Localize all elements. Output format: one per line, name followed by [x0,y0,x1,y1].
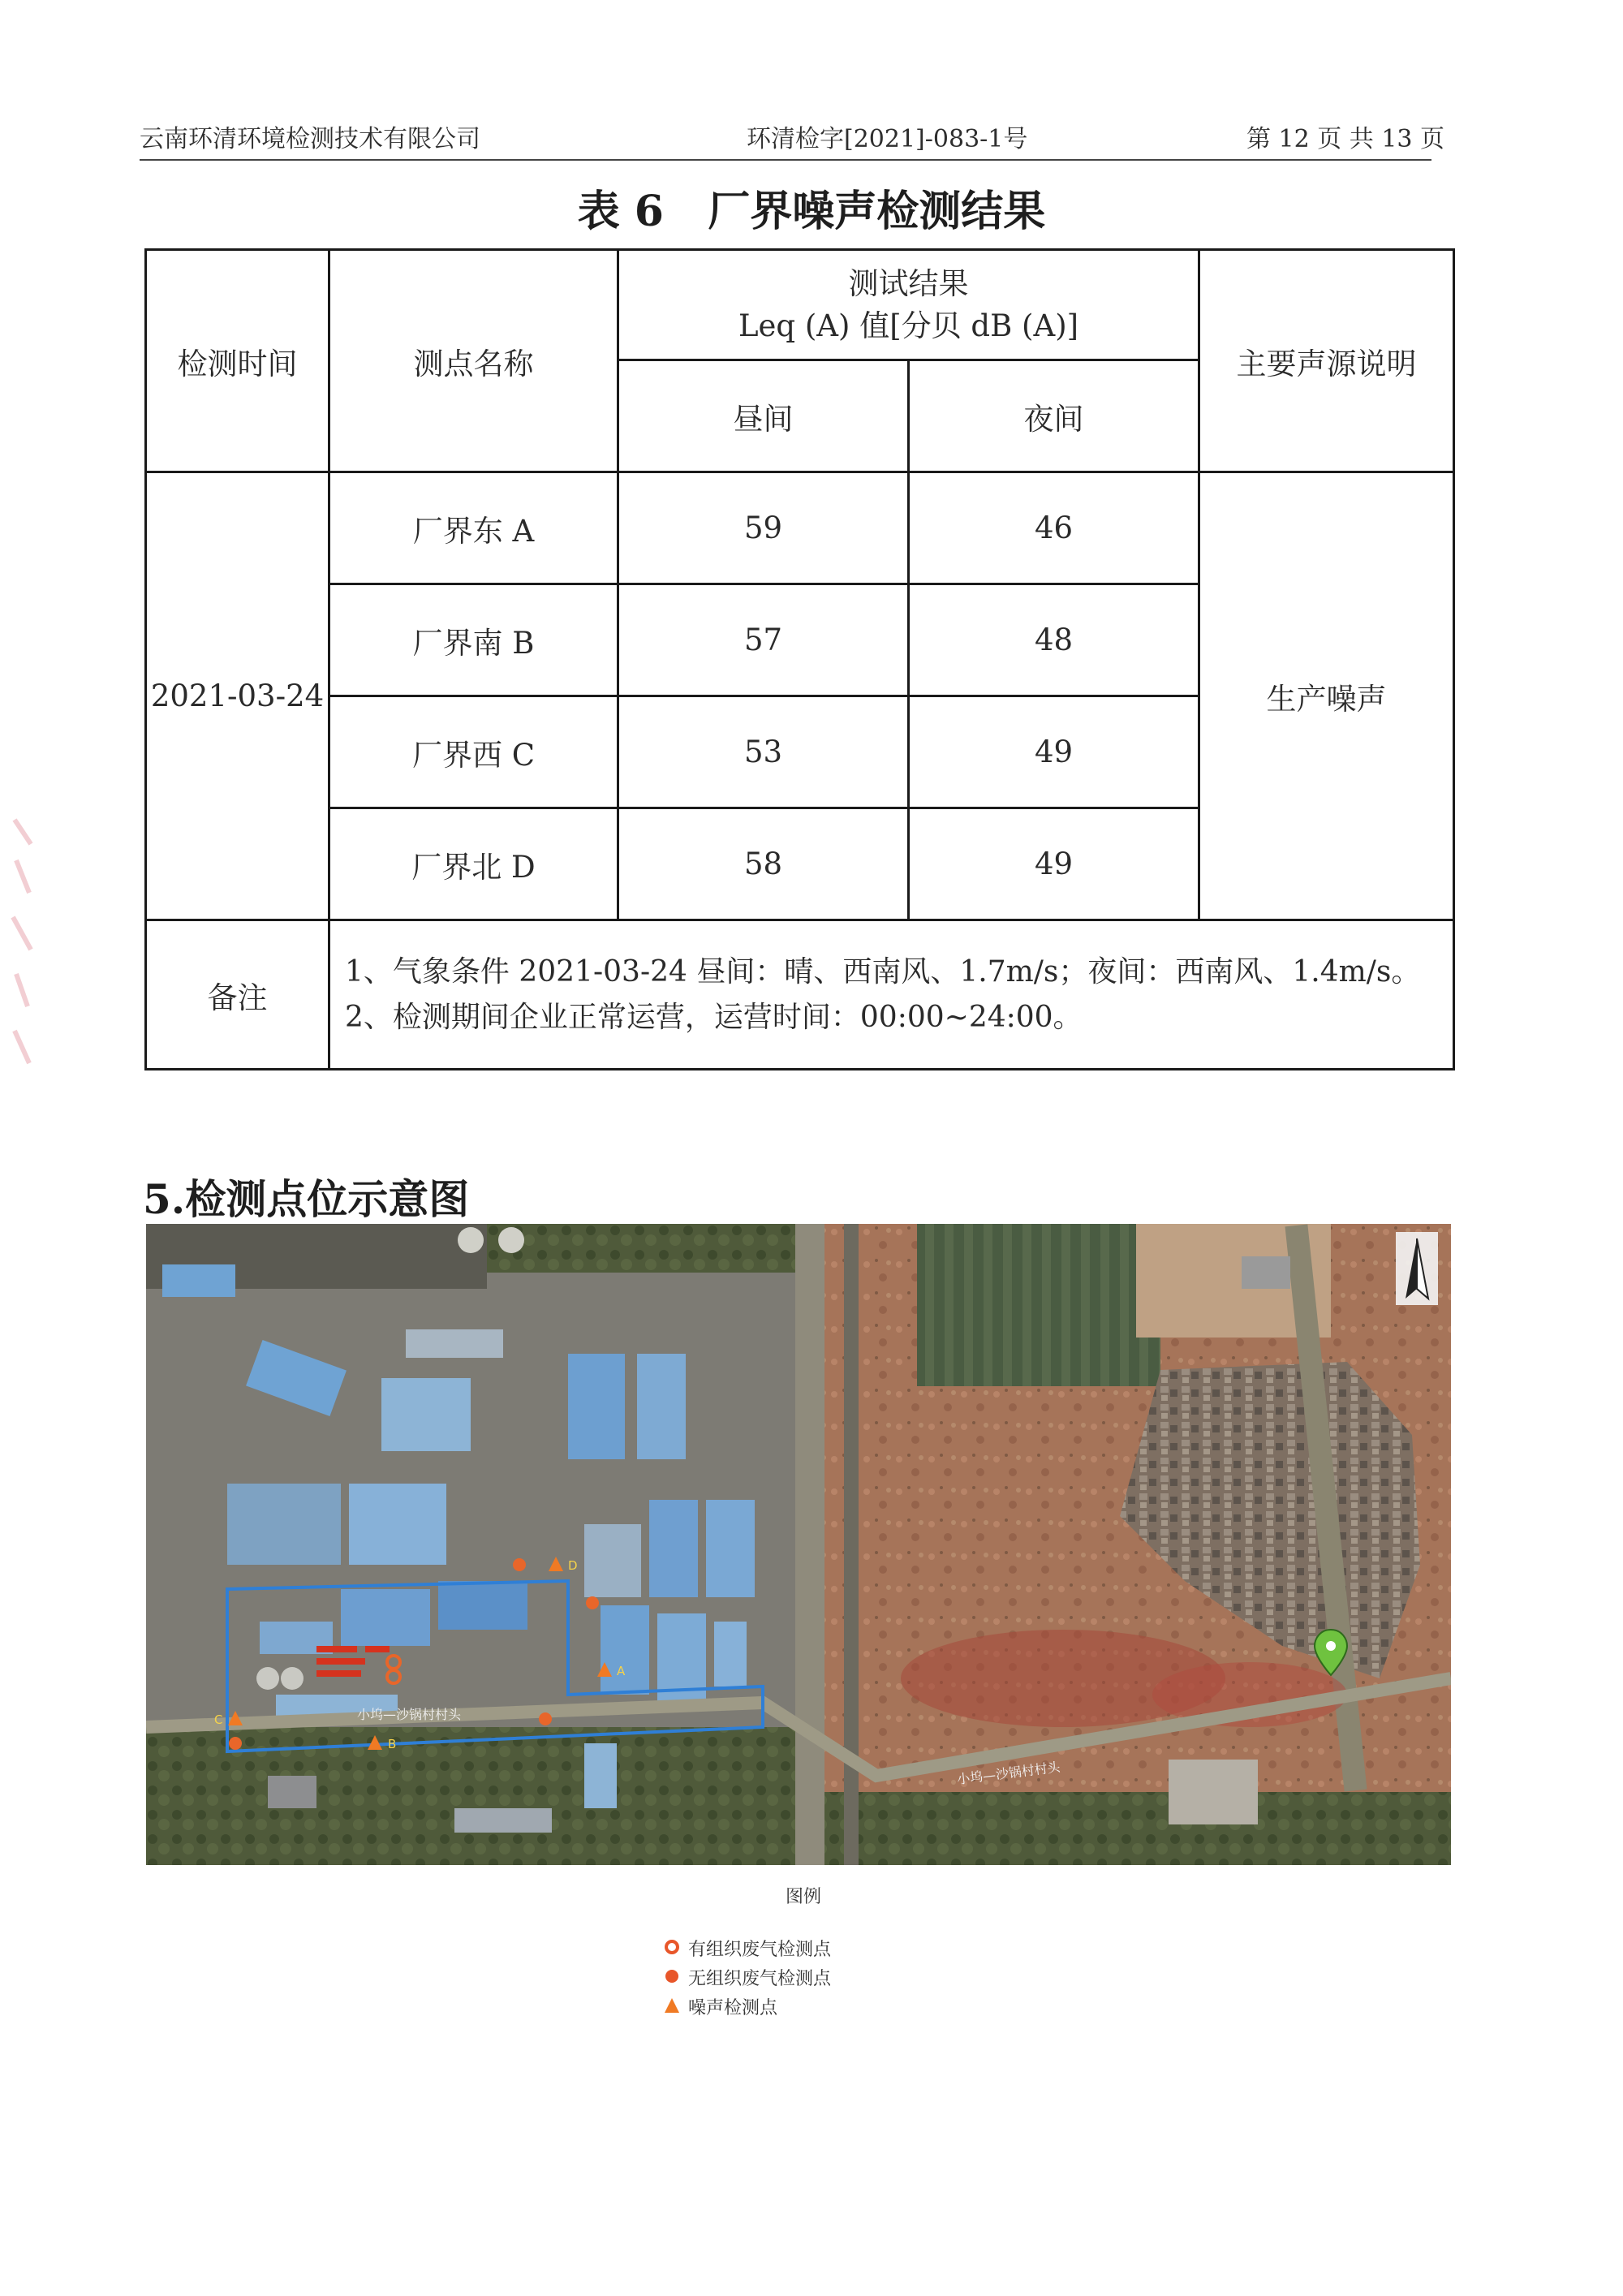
road-label-east: 小坞—沙锅村村头 [956,1759,1061,1787]
unorganized-exhaust-point [229,1737,242,1750]
svg-text:D: D [568,1558,578,1573]
day-value: 58 [618,808,909,920]
header-time: 检测时间 [146,250,329,472]
source-cell: 生产噪声 [1199,472,1454,920]
unorganized-exhaust-point [513,1558,526,1571]
seal-remnant [6,812,39,1079]
triangle-icon [664,1997,680,2021]
svg-text:C: C [214,1712,223,1727]
remark-line-1: 1、气象条件 2021-03-24 昼间：晴、西南风、1.7m/s；夜间：西南风、1.4m/s。 [345,954,1421,989]
svg-text:B: B [388,1737,397,1751]
legend-item-organized [664,1938,831,1962]
point-cell: 厂界北 D [329,808,618,920]
table-title: 表 6 厂界噪声检测结果 [577,187,1046,236]
header-result-title: 测试结果 [848,265,969,301]
unorganized-exhaust-point [586,1596,599,1609]
table-row [146,472,1454,584]
header-result [618,250,1199,360]
legend-item-noise [664,1997,777,2021]
noise-results-table [144,248,1455,1070]
remark-content [329,920,1454,1070]
night-value: 49 [909,696,1199,808]
unorganized-exhaust-point [539,1712,552,1725]
day-value: 57 [618,584,909,696]
svg-text:A: A [617,1664,626,1678]
remark-line-2: 2、检测期间企业正常运营，运营时间：00:00~24:00。 [345,1000,1083,1034]
filled-circle-icon [664,1967,680,1992]
point-cell: 厂界南 B [329,584,618,696]
header-result-unit: Leq (A) 值[分贝 dB (A)] [738,308,1079,343]
header-night: 夜间 [909,360,1199,472]
day-value: 53 [618,696,909,808]
header-divider [140,159,1431,161]
header-report-number: 环清检字[2021]-083-1号 [747,125,1028,153]
road-label-west: 小坞—沙锅村村头 [357,1707,462,1722]
legend-title: 图例 [786,1887,822,1907]
night-value: 49 [909,808,1199,920]
legend-item-unorganized [664,1967,831,1992]
ring-circle-icon [664,1938,680,1962]
night-value: 48 [909,584,1199,696]
legend-label: 无组织废气检测点 [688,1969,832,1989]
header-page-number: 第 12 页 共 13 页 [1246,125,1445,153]
night-value: 46 [909,472,1199,584]
header-company: 云南环清环境检测技术有限公司 [140,125,480,153]
header-day: 昼间 [618,360,909,472]
day-value: 59 [618,472,909,584]
date-cell: 2021-03-24 [146,472,329,920]
north-arrow-icon [1396,1232,1438,1305]
point-cell: 厂界西 C [329,696,618,808]
legend-label: 噪声检测点 [688,1998,778,2018]
legend-label: 有组织废气检测点 [688,1940,832,1960]
point-cell: 厂界东 A [329,472,618,584]
monitoring-site-map [146,1224,1451,1865]
remark-label: 备注 [146,920,329,1070]
header-source: 主要声源说明 [1199,250,1454,472]
header-point: 测点名称 [329,250,618,472]
section-title: 5.检测点位示意图 [143,1175,470,1223]
